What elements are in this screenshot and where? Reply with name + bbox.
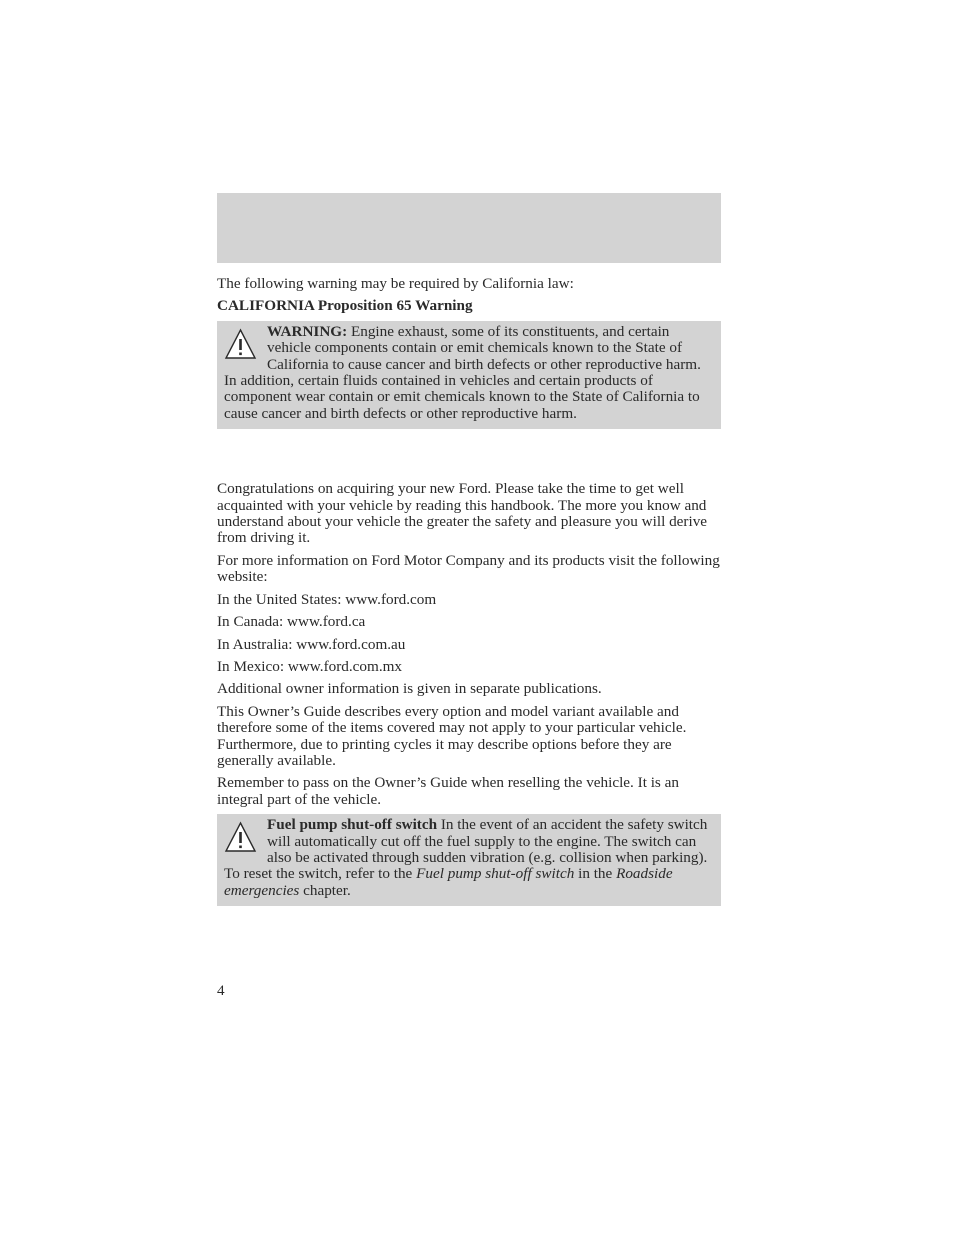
warning-label: WARNING: [267,322,348,340]
roadside-chapter-reference: Roadside emergencies [224,865,673,899]
chapter-header-bar [217,193,721,263]
intro-line: The following warning may be required by California law: [217,275,574,292]
warning-triangle-icon [224,328,257,361]
remember-paragraph: Remember to pass on the Owner’s Guide when reselling the vehicle. It is an integral part of the vehicle. [217,774,679,808]
prop65-warning-box [217,321,721,429]
fuel-pump-text: In the event of an accident the safety switch will automatically cut off the fuel supply to the engine. The switch can also be activated through sudden vibration (e.g. collision when parking). To reset the switch, refer to the [224,816,708,883]
more-info-paragraph: For more information on Ford Motor Company and its products visit the following website: [217,551,720,586]
prop65-heading: CALIFORNIA Proposition 65 Warning [217,297,473,315]
website-mexico: In Mexico: www.ford.com.mx [217,657,403,675]
congrats-paragraph: Congratulations on acquiring your new Ford. Please take the time to get well acquainted with your vehicle by reading this handbook. The more you know and understand about your vehicle the greater the safety and pleasure you will derive from driving it. [217,480,708,547]
website-australia: In Australia: www.ford.com.au [217,635,406,653]
fuel-pump-warning-box [217,814,721,906]
fuel-pump-text-mid: in the [574,865,617,883]
website-canada: In Canada: www.ford.ca [217,613,366,631]
fuel-pump-label: Fuel pump shut-off switch [267,816,438,834]
fuel-pump-reference: Fuel pump shut-off switch [416,865,575,883]
warning-triangle-icon [224,821,257,854]
fuel-pump-text-end: chapter. [299,881,351,899]
website-us: In the United States: www.ford.com [217,590,437,608]
page-number: 4 [217,982,225,999]
warning-text: Engine exhaust, some of its constituents, and certain vehicle components contain or emit chemicals known to the State of California to cause cancer and birth defects or other reproductive harm. In addition, certain fluids contained in vehicles and certain products of component wear contain or emit chemicals known to the State of California to cause cancer and birth defects or other reproductive harm. [224,322,701,422]
guide-describes-paragraph: This Owner’s Guide describes every option and model variant available and therefore some of the items covered may not apply to your particular vehicle. Furthermore, due to printing cycles it may describe options before they are generally available. [217,702,687,769]
page-content [217,276,721,912]
additional-info-paragraph: Additional owner information is given in separate publications. [217,680,602,698]
